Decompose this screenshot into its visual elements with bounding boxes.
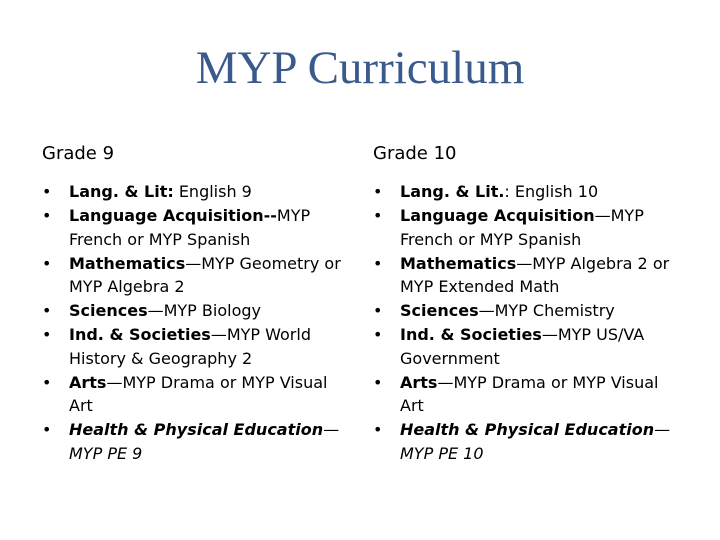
course-name: —MYP PE 10	[400, 420, 671, 463]
grade-10-course-list	[373, 180, 685, 465]
bullet-icon: •	[42, 206, 52, 225]
list-item	[373, 252, 685, 299]
subject-label: Health & Physical Education	[69, 420, 324, 439]
bullet-icon: •	[373, 182, 383, 201]
list-item	[373, 299, 685, 323]
bullet-icon: •	[373, 420, 383, 439]
list-item	[42, 323, 354, 370]
course-name: —MYP Biology	[147, 301, 261, 320]
subject-label: Sciences	[69, 301, 148, 320]
subject-label: Mathematics	[400, 253, 517, 273]
subject-label: Mathematics	[69, 253, 186, 273]
grade-10-column	[373, 140, 685, 466]
subject-label: Ind. & Societies	[69, 325, 211, 344]
subject-label: Arts	[69, 372, 107, 392]
bullet-icon: •	[42, 253, 52, 273]
grade-10-heading: Grade 10	[373, 143, 457, 164]
grade-9-course-list	[42, 180, 354, 465]
subject-label: Arts	[400, 372, 438, 392]
course-name: : English 10	[504, 182, 599, 201]
subject-label: Language Acquisition--	[69, 206, 277, 225]
course-name: —MYP PE 9	[69, 420, 340, 463]
bullet-icon: •	[373, 372, 383, 392]
bullet-icon: •	[42, 301, 52, 320]
subject-label: Ind. & Societies	[400, 325, 542, 344]
list-item	[42, 299, 354, 323]
bullet-icon: •	[373, 325, 383, 344]
course-name: —MYP Geometry or MYP Algebra 2	[69, 253, 341, 296]
bullet-icon: •	[42, 182, 52, 201]
subject-label: Lang. & Lit:	[69, 182, 174, 201]
course-name: MYP French or MYP Spanish	[69, 206, 311, 249]
list-item	[42, 252, 354, 299]
list-item	[42, 418, 354, 465]
course-name: English 9	[173, 182, 252, 201]
list-item	[42, 204, 354, 251]
list-item	[373, 323, 685, 370]
bullet-icon: •	[373, 301, 383, 320]
course-name: —MYP Chemistry	[478, 301, 615, 320]
course-name: —MYP Drama or MYP Visual Art	[400, 372, 659, 415]
list-item	[42, 371, 354, 418]
course-name: —MYP Drama or MYP Visual Art	[69, 372, 328, 415]
course-name: —MYP French or MYP Spanish	[400, 206, 644, 249]
course-name: —MYP Algebra 2 or MYP Extended Math	[400, 253, 670, 296]
course-name: —MYP World History & Geography 2	[69, 325, 311, 368]
bullet-icon: •	[42, 420, 52, 439]
subject-label: Sciences	[400, 301, 479, 320]
grade-9-heading: Grade 9	[42, 143, 115, 164]
bullet-icon: •	[373, 253, 383, 273]
bullet-icon: •	[373, 206, 383, 225]
subject-label: Lang. & Lit.	[400, 182, 505, 201]
subject-label: Health & Physical Education	[400, 420, 655, 439]
grade-9-column	[42, 140, 354, 466]
list-item	[373, 371, 685, 418]
bullet-icon: •	[42, 325, 52, 344]
subject-label: Language Acquisition	[400, 206, 595, 225]
course-name: —MYP US/VA Government	[400, 325, 645, 368]
list-item	[373, 180, 685, 204]
list-item	[373, 204, 685, 251]
bullet-icon: •	[42, 372, 52, 392]
list-item	[373, 418, 685, 465]
list-item	[42, 180, 354, 204]
slide-title: MYP Curriculum	[195, 42, 525, 94]
